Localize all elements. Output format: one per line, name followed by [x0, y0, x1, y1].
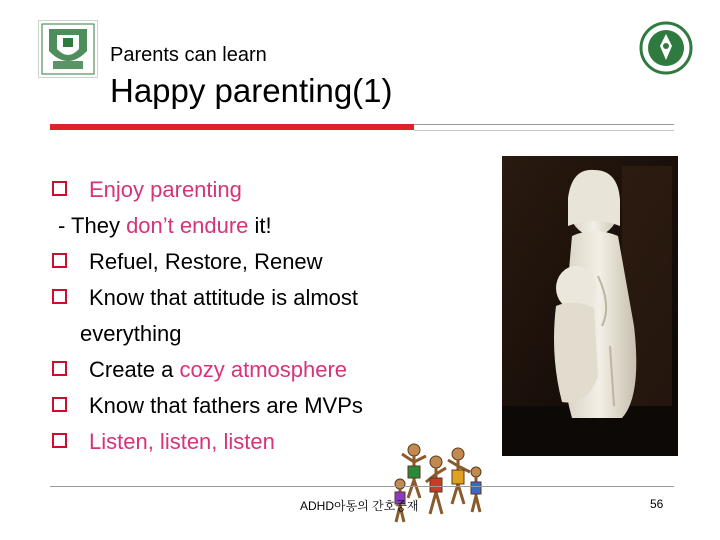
bullet-item — [52, 244, 492, 280]
sub-bullet-item — [52, 208, 492, 244]
bullet-text: Know that attitude is almost — [89, 285, 359, 310]
checkbox-bullet-icon — [52, 397, 67, 412]
bullet-item — [52, 388, 492, 424]
checkbox-bullet-icon — [52, 253, 67, 268]
slide-title: Happy parenting(1) — [110, 72, 393, 109]
title-underline-accent — [50, 124, 414, 130]
checkbox-bullet-icon — [52, 181, 67, 196]
page-number: 56 — [650, 497, 664, 511]
bullet-text: Enjoy parenting — [89, 177, 242, 202]
title-underline-rule-secondary — [414, 130, 674, 131]
bullet-text: Refuel, Restore, Renew — [89, 249, 323, 274]
title-underline-rule — [414, 124, 674, 125]
footer-text: ADHD아동의 간호중재 — [300, 499, 419, 513]
footer-rule — [50, 486, 674, 487]
highlighted-text: cozy atmosphere — [179, 357, 348, 382]
bullet-continuation — [52, 316, 492, 352]
sculpture-photo — [502, 156, 678, 456]
bullet-text: everything — [80, 321, 182, 346]
bullet-item — [52, 172, 492, 208]
bullet-item — [52, 352, 492, 388]
left-logo-icon — [38, 20, 98, 78]
bullet-text: - They don’t endure it! — [58, 213, 272, 238]
bullet-text: Know that fathers are MVPs — [89, 393, 363, 418]
checkbox-bullet-icon — [52, 289, 67, 304]
right-logo-icon — [638, 20, 694, 76]
bullet-list — [52, 172, 492, 460]
bullet-item — [52, 280, 492, 316]
bullet-text: Listen, listen, listen — [89, 429, 275, 454]
highlighted-text: don’t endure — [126, 213, 249, 238]
bullet-text: Create a cozy atmosphere — [89, 357, 348, 382]
checkbox-bullet-icon — [52, 433, 67, 448]
checkbox-bullet-icon — [52, 361, 67, 376]
slide-subtitle: Parents can learn — [110, 44, 267, 66]
